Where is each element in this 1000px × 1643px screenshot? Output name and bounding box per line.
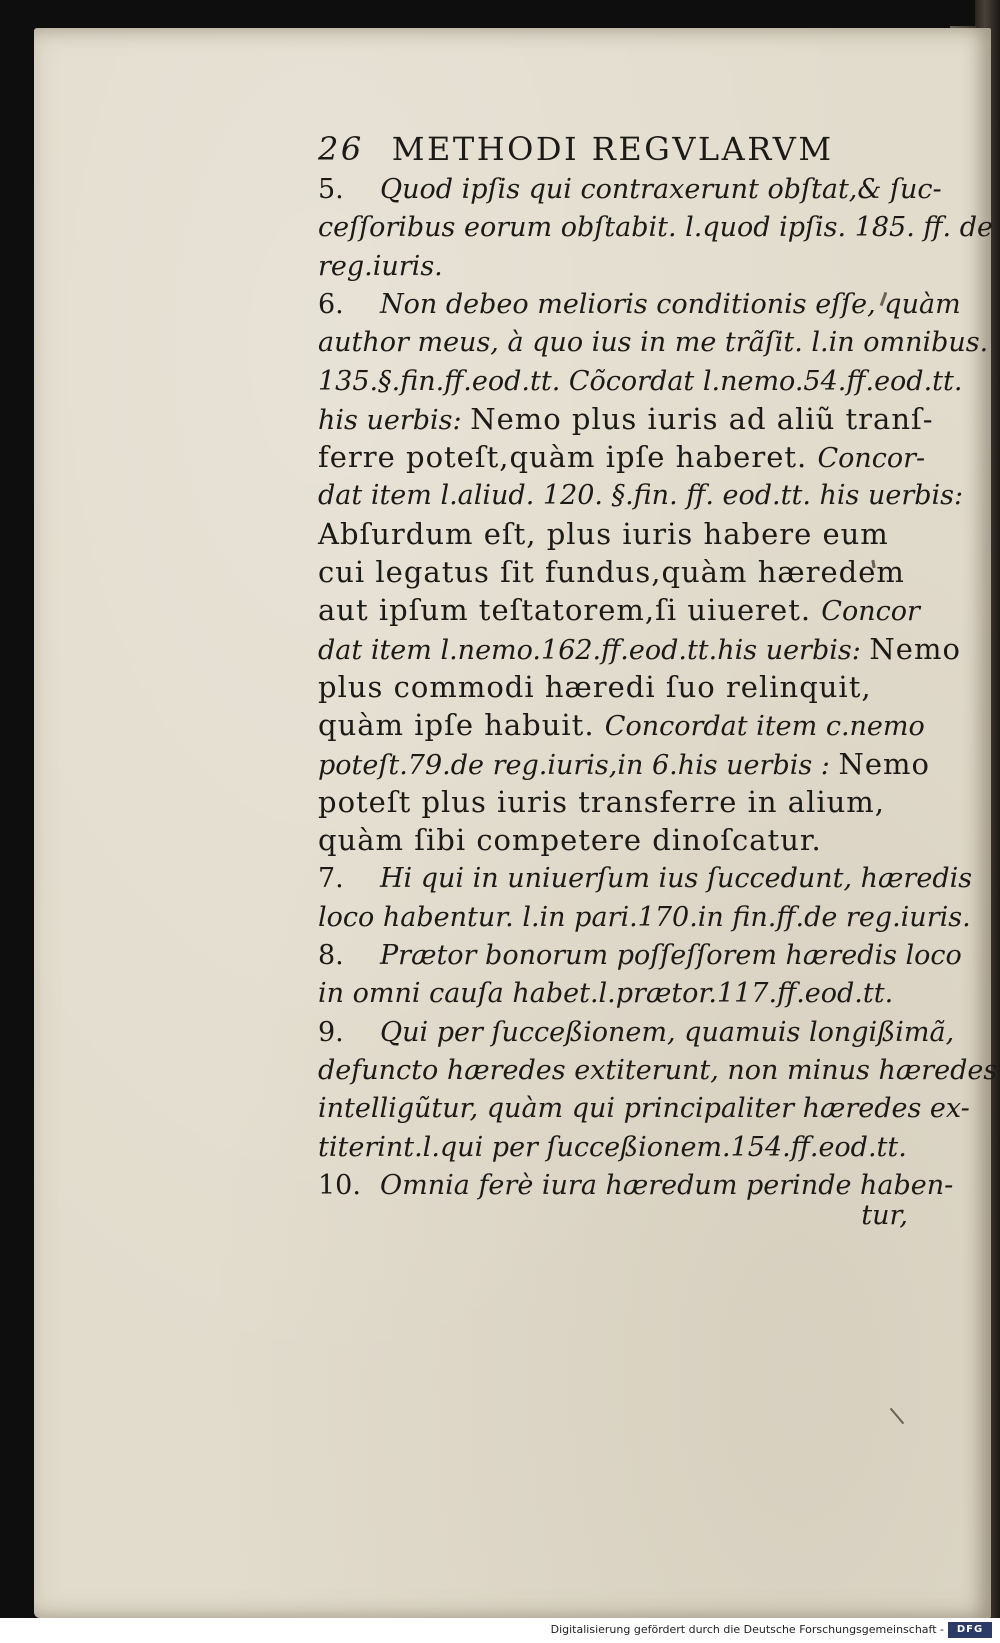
text-line bbox=[318, 553, 908, 591]
text-line bbox=[318, 1013, 955, 1051]
text-line bbox=[318, 936, 962, 974]
running-header bbox=[318, 130, 908, 170]
roman-text: poteſt plus iuris transferre in alium, bbox=[318, 784, 886, 819]
italic-text: Hi qui in uniuerſum ius ſuccedunt, hæredis bbox=[380, 863, 973, 895]
italic-text: 135.§.fin.ff.eod.tt. Cõcordat l.nemo.54.ff.eod.tt. bbox=[318, 365, 963, 397]
roman-text: quàm ipſe habuit. bbox=[318, 708, 605, 743]
rule-number: 5. bbox=[318, 174, 344, 205]
running-title: METHODI REGVLARVM bbox=[391, 130, 834, 168]
text-line bbox=[318, 208, 993, 246]
rule-number: 8. bbox=[318, 940, 344, 971]
italic-text: poteſt.79.de reg.iuris,in 6.his uerbis : bbox=[318, 749, 839, 781]
italic-text: dat item l.nemo.162.ff.eod.tt.his uerbis: bbox=[318, 634, 870, 666]
italic-text: his uerbis: bbox=[318, 404, 471, 436]
italic-text: Prætor bonorum poſſeſſorem hæredis loco bbox=[380, 940, 962, 971]
text-line bbox=[318, 1128, 908, 1166]
rule-number: 10. bbox=[318, 1169, 361, 1201]
text-line bbox=[318, 630, 961, 668]
text-block bbox=[318, 118, 998, 1278]
text-line bbox=[318, 974, 908, 1012]
roman-text: Abſurdum eſt, plus iuris habere eum bbox=[318, 516, 889, 551]
rule-number: 9. bbox=[318, 1016, 344, 1048]
text-line bbox=[318, 591, 920, 629]
italic-text: dat item l.aliud. 120. §.fin. ff. eod.tt. his uerbis: bbox=[318, 480, 964, 512]
rule-number: 6. bbox=[318, 288, 344, 320]
paper-blemish bbox=[890, 1408, 904, 1425]
italic-text: Concor- bbox=[817, 443, 926, 475]
italic-text: ceſſoribus eorum obſtabit. l.quod ipſis. 185. ff. de bbox=[318, 212, 993, 244]
roman-text: ferre poteſt,quàm ipſe haberet. bbox=[318, 440, 818, 475]
roman-text: Nemo plus iuris ad aliũ tranſ- bbox=[470, 401, 934, 436]
footer-bar bbox=[0, 1618, 1000, 1643]
roman-text: aut ipſum teſtatorem,ſi uiueret. bbox=[318, 593, 822, 628]
catchword: tur, bbox=[861, 1200, 908, 1231]
rule-number: 7. bbox=[318, 863, 344, 895]
italic-text: intelligũtur, quàm qui principaliter hæredes ex- bbox=[318, 1093, 970, 1125]
text-line bbox=[318, 783, 908, 821]
roman-text: plus commodi hæredi ſuo relinquit, bbox=[318, 669, 872, 704]
page-number: 26 bbox=[318, 130, 364, 168]
text-line bbox=[318, 706, 925, 744]
text-line bbox=[318, 745, 930, 783]
roman-text: Nemo bbox=[838, 746, 930, 781]
italic-text: author meus, à quo ius in me trãſit. l.in omnibus. bbox=[318, 327, 989, 359]
italic-text: Quod ipſis qui contraxerunt obſtat,& ſuc- bbox=[380, 174, 942, 205]
italic-text: defuncto hæredes extiterunt, non minus hæredes bbox=[318, 1054, 998, 1086]
text-line bbox=[318, 898, 971, 936]
text-line bbox=[318, 323, 989, 361]
footer-credit: Digitalisierung gefördert durch die Deutsche Forschungsgemeinschaft - bbox=[550, 1623, 944, 1636]
text-line bbox=[318, 859, 973, 897]
roman-text: quàm ſibi competere dinoſcatur. bbox=[318, 823, 822, 858]
text-line bbox=[318, 476, 964, 514]
text-line bbox=[318, 170, 942, 208]
italic-text: Concordat item c.nemo bbox=[604, 711, 925, 743]
text-line bbox=[318, 1166, 954, 1204]
text-line bbox=[318, 400, 934, 438]
italic-text: titerint.l.qui per ſucceßionem.154.ff.eod.tt. bbox=[318, 1131, 907, 1163]
text-line bbox=[318, 821, 908, 859]
italic-text: Qui per ſucceßionem, quamuis longißimã, bbox=[380, 1016, 955, 1048]
italic-text: reg.iuris. bbox=[318, 250, 443, 282]
text-line bbox=[318, 247, 908, 285]
text-line bbox=[318, 362, 963, 400]
text-line bbox=[318, 285, 961, 323]
italic-text: loco habentur. l.in pari.170.in fin.ff.de reg.iuris. bbox=[318, 901, 971, 933]
text-line bbox=[318, 1051, 998, 1089]
roman-text: cui legatus ſit fundus,quàm hæredem bbox=[318, 555, 905, 589]
italic-text: Concor bbox=[821, 596, 920, 628]
italic-text: in omni cauſa habet.l.prætor.117.ff.eod.tt. bbox=[318, 978, 894, 1010]
italic-text: Non debeo melioris conditionis eſſe, quàm bbox=[380, 288, 961, 320]
dfg-logo: DFG bbox=[948, 1622, 992, 1638]
text-line bbox=[318, 668, 908, 706]
text-line bbox=[318, 515, 908, 553]
italic-text: Omnia ferè iura hæredum perinde haben- bbox=[380, 1169, 954, 1201]
text-line bbox=[318, 1089, 970, 1127]
text-line bbox=[318, 438, 926, 476]
roman-text: Nemo bbox=[869, 631, 961, 666]
